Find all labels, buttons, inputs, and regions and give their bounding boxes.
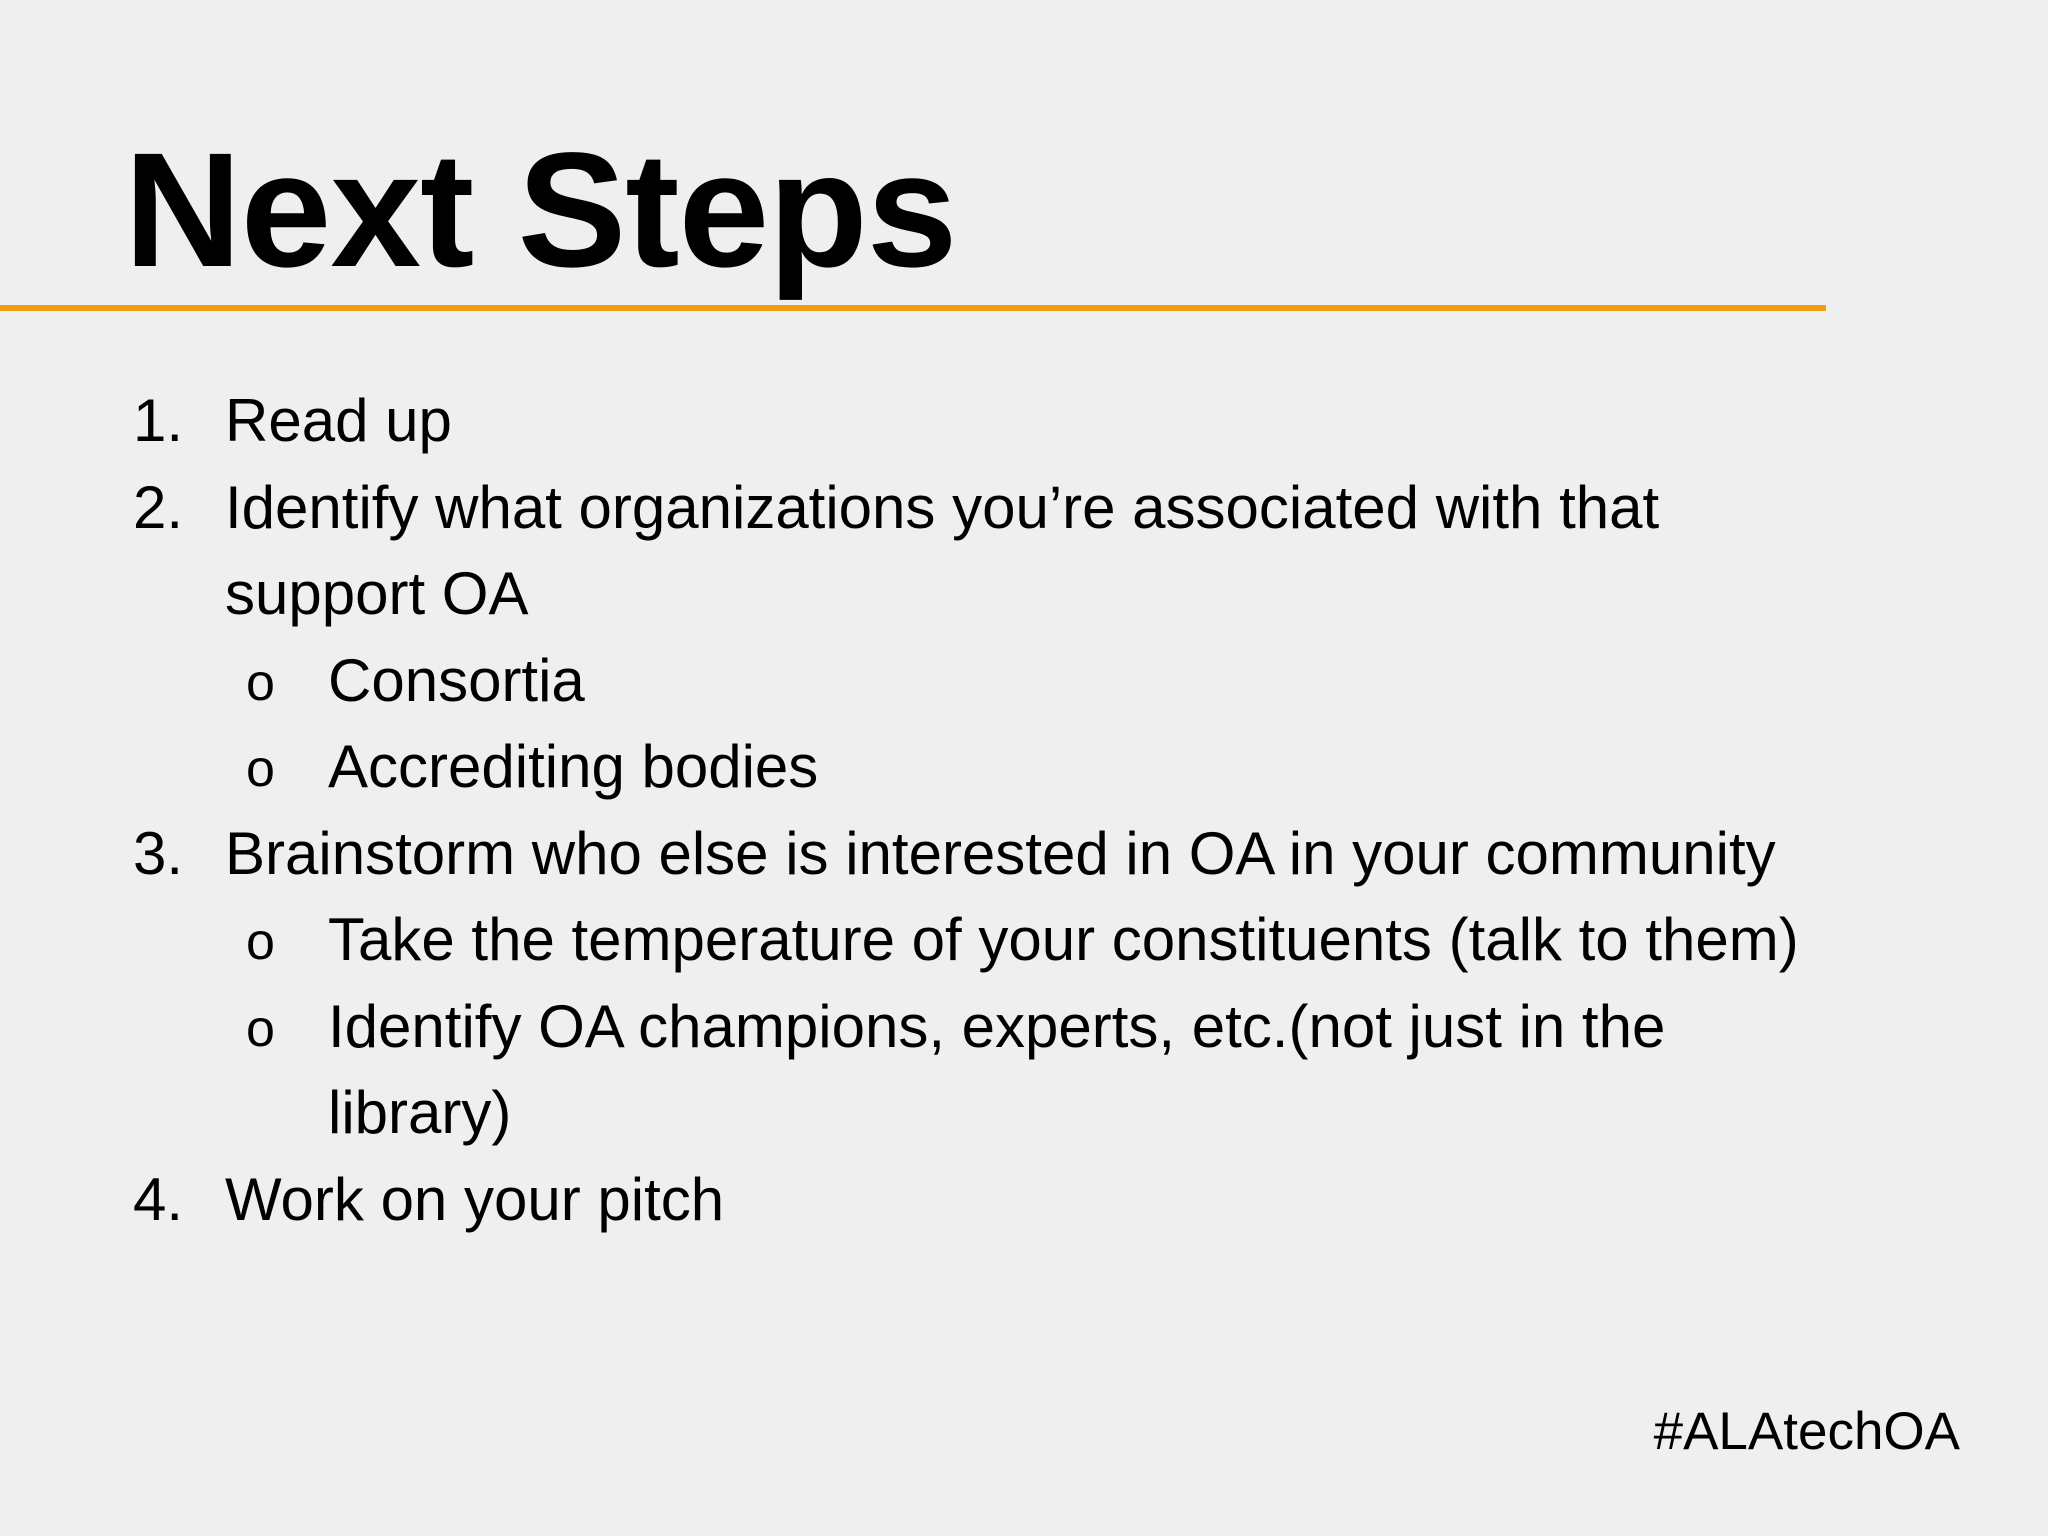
sub-list-item [0,897,2048,984]
list-item [0,378,2048,465]
list-item [0,465,2048,552]
slide-title: Next Steps [124,118,957,301]
sub-list-item-text: Take the temperature of your constituents (talk to them) [328,906,1799,973]
hollow-bullet-icon: o [246,653,275,712]
list-item-text: support OA [225,560,529,627]
list-item [0,811,2048,898]
list-item-text: Identify what organizations you’re associated with that [225,473,1660,541]
sub-list-item [0,638,2048,725]
hollow-bullet-icon: o [246,740,275,798]
list-item-continuation [0,551,2048,638]
hollow-bullet-icon: o [246,999,275,1058]
list-item-number: 4. [133,1165,184,1233]
sub-list-item-text: Accrediting bodies [328,733,819,800]
sub-list-item-text: library) [328,1079,512,1146]
sub-list-item-text: Consortia [328,646,585,714]
sub-list-item-text: Identify OA champions, experts, etc.(not just in the [328,992,1666,1060]
hollow-bullet-icon: o [246,913,275,971]
numbered-list [0,378,2048,1243]
hashtag-footer: #ALAtechOA [1653,1402,1960,1461]
title-divider [0,305,1826,311]
sub-list-item [0,724,2048,811]
list-item [0,1157,2048,1244]
list-item-number: 1. [133,387,184,454]
list-item-number: 2. [133,473,184,541]
list-item-text: Read up [225,387,452,454]
sub-list-item [0,984,2048,1071]
list-item-number: 3. [133,819,184,887]
list-item-text: Work on your pitch [225,1165,725,1233]
list-item-text: Brainstorm who else is interested in OA in your community [225,819,1776,887]
sub-list-item-continuation [0,1070,2048,1157]
